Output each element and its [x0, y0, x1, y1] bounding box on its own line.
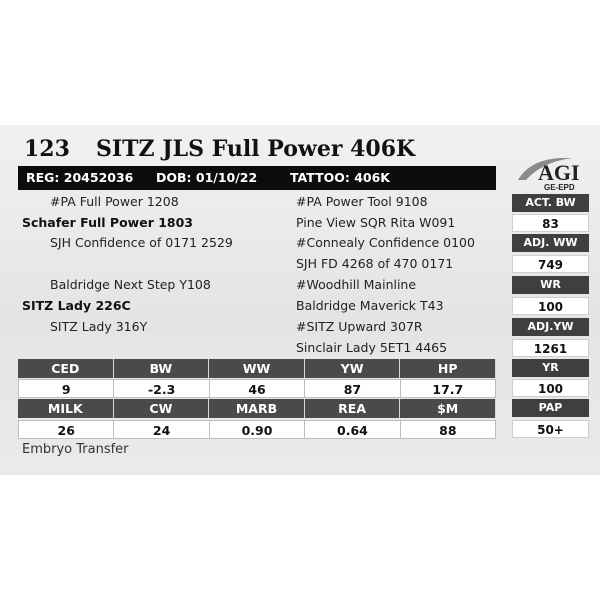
pedigree-sds: #Connealy Confidence 0100 [296, 235, 475, 250]
pedigree-sire-dam: SJH Confidence of 0171 2529 [50, 235, 233, 250]
epd-header-bw: BW [114, 359, 210, 378]
epd-value-cw: 24 [114, 420, 209, 439]
epd-header-hp: HP [400, 359, 496, 378]
agi-ge-epd-logo-icon [512, 150, 588, 192]
epd-value-hp: 17.7 [401, 379, 496, 398]
pedigree-dam-dam: SITZ Lady 316Y [50, 319, 148, 334]
pedigree-dss: #Woodhill Mainline [296, 277, 417, 292]
epd-value-yw: 87 [305, 379, 400, 398]
stat-value-adj-ww: 749 [512, 255, 589, 273]
tattoo: TATTOO: 406K [290, 170, 390, 185]
stat-label-act-bw: ACT. BW [512, 194, 589, 212]
epd-value-ww: 46 [210, 379, 305, 398]
lot-title [24, 136, 415, 164]
epd-value-bw: -2.3 [114, 379, 209, 398]
stat-label-adj-ww: ADJ. WW [512, 234, 589, 252]
stat-value-act-bw: 83 [512, 214, 589, 232]
pedigree-sdd: SJH FD 4268 of 470 0171 [296, 256, 454, 271]
date-of-birth: DOB: 01/10/22 [156, 170, 258, 185]
stat-value-pap: 50+ [512, 420, 589, 438]
stat-label-yr: YR [512, 359, 589, 377]
epd-value-row-1 [18, 379, 496, 398]
lot-number: 123 [24, 136, 70, 162]
pedigree-dam-sire: Baldridge Next Step Y108 [50, 277, 211, 292]
stat-value-yr: 100 [512, 379, 589, 397]
epd-value-m-dollar: 88 [401, 420, 496, 439]
epd-header-rea: REA [305, 399, 401, 418]
epd-header-m-dollar: $M [400, 399, 496, 418]
epd-value-ced: 9 [18, 379, 114, 398]
pedigree-ssd: Pine View SQR Rita W091 [296, 215, 456, 230]
pedigree-ddd: Sinclair Lady 5ET1 4465 [296, 340, 448, 355]
epd-header-milk: MILK [18, 399, 114, 418]
stat-label-pap: PAP [512, 399, 589, 417]
epd-value-row-2 [18, 420, 496, 439]
epd-header-row-1 [18, 359, 496, 378]
epd-header-cw: CW [114, 399, 210, 418]
stat-value-wr: 100 [512, 297, 589, 315]
registration-number: REG: 20452036 [26, 170, 134, 185]
pedigree-sire: Schafer Full Power 1803 [22, 215, 193, 230]
logo-subtext: GE-EPD [544, 183, 575, 192]
pedigree-dds: #SITZ Upward 307R [296, 319, 423, 334]
logo-text: AGI [538, 160, 580, 185]
epd-header-ww: WW [209, 359, 305, 378]
embryo-transfer-note: Embryo Transfer [22, 442, 129, 457]
stat-label-wr: WR [512, 276, 589, 294]
epd-value-marb: 0.90 [210, 420, 305, 439]
epd-header-marb: MARB [209, 399, 305, 418]
epd-value-milk: 26 [18, 420, 114, 439]
pedigree-dsd: Baldridge Maverick T43 [296, 298, 444, 313]
epd-header-row-2 [18, 399, 496, 418]
epd-value-rea: 0.64 [305, 420, 400, 439]
epd-header-ced: CED [18, 359, 114, 378]
epd-header-yw: YW [305, 359, 401, 378]
pedigree-sss: #PA Power Tool 9108 [296, 194, 428, 209]
stat-value-adj-yw: 1261 [512, 339, 589, 357]
animal-name: SITZ JLS Full Power 406K [96, 136, 416, 162]
pedigree-dam: SITZ Lady 226C [22, 298, 131, 313]
pedigree-sire-sire: #PA Full Power 1208 [50, 194, 179, 209]
stat-label-adj-yw: ADJ.YW [512, 318, 589, 336]
registration-bar [18, 166, 496, 190]
